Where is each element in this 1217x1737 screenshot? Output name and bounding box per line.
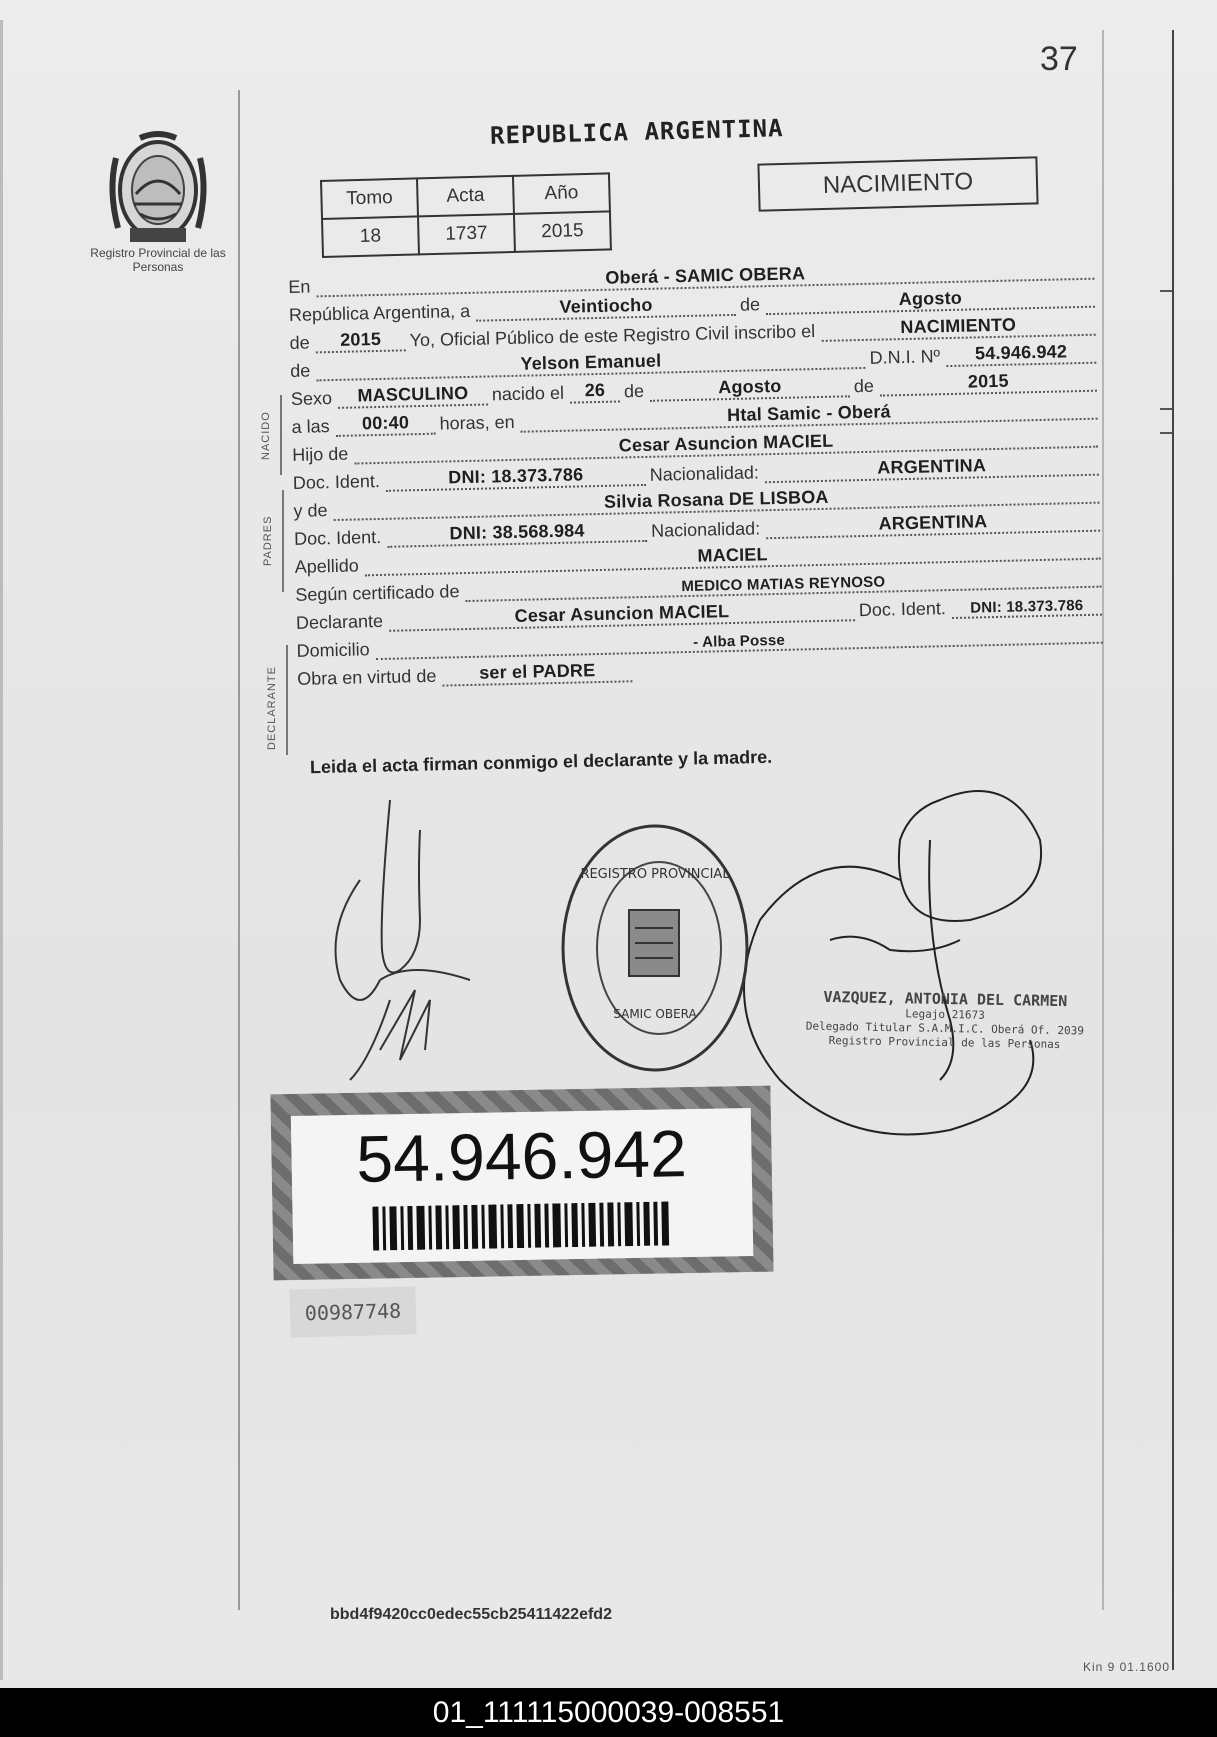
nac-label: Nacionalidad: <box>649 462 760 485</box>
time-value: 00:40 <box>361 412 410 434</box>
father-nat: ARGENTINA <box>877 455 987 478</box>
domicilio-value: - Alba Posse <box>692 631 786 651</box>
month-value: Agosto <box>898 287 963 310</box>
mother-doc: DNI: 38.568.984 <box>449 520 585 544</box>
certificate-form <box>288 252 1107 690</box>
father-value: Cesar Asuncion MACIEL <box>618 430 834 456</box>
table-row <box>322 211 611 257</box>
a-las-label: a las <box>291 416 330 437</box>
year-value: 2015 <box>339 328 382 350</box>
barcode-icon <box>372 1201 673 1250</box>
sexo-label: Sexo <box>290 388 333 409</box>
side-label-padres: PADRES <box>262 515 274 566</box>
certificado-value: MEDICO MATIAS REYNOSO <box>681 573 886 596</box>
en-value: Oberá - SAMIC OBERA <box>605 263 806 288</box>
official-legajo: Legajo 21673 <box>905 1007 985 1022</box>
table-header: Tomo <box>321 178 418 218</box>
birth-year: 2015 <box>967 370 1009 392</box>
sexo-value: MASCULINO <box>357 382 469 406</box>
father-doc: DNI: 18.373.786 <box>448 464 584 488</box>
registry-stamp-icon <box>555 818 755 1078</box>
horas-label: horas, en <box>439 411 515 434</box>
dni-value: 54.946.942 <box>974 341 1068 364</box>
inscribo-value: NACIMIENTO <box>900 314 1017 338</box>
place-value: Htal Samic - Oberá <box>726 401 891 426</box>
page-edge-left <box>0 20 3 1680</box>
document-title: REPUBLICA ARGENTINA <box>489 114 784 150</box>
obra-label: Obra en virtud de <box>297 665 437 689</box>
scan-footer <box>0 1688 1217 1737</box>
certificate-type-box: NACIMIENTO <box>757 156 1038 211</box>
dni-sticker-number: 54.946.942 <box>355 1116 688 1196</box>
padres-section-bar <box>282 490 284 592</box>
official-registro: Registro Provincial de las Personas <box>828 1033 1061 1052</box>
doc-label: Doc. Ident. <box>292 470 381 493</box>
seal-caption: Registro Provincial de las Personas <box>90 246 226 274</box>
mother-value: Silvia Rosana DE LISBOA <box>603 486 829 512</box>
nac-label: Nacionalidad: <box>650 518 761 541</box>
birth-month: Agosto <box>718 375 782 398</box>
table-cell: 2015 <box>514 211 611 251</box>
de-label: de <box>739 294 761 315</box>
table-cell: 1737 <box>418 214 515 254</box>
apellido-value: MACIEL <box>697 544 768 566</box>
svg-text:SAMIC OBERA: SAMIC OBERA <box>613 1007 697 1021</box>
y-de-label: y de <box>293 500 328 521</box>
obra-value: ser el PADRE <box>478 660 596 683</box>
declarante-section-bar <box>286 645 288 755</box>
svg-text:REGISTRO PROVINCIAL: REGISTRO PROVINCIAL <box>580 867 730 882</box>
domicilio-label: Domicilio <box>296 639 370 661</box>
name-label: de <box>290 360 311 381</box>
side-label-declarante: DECLARANTE <box>266 666 278 750</box>
document-hash: bbd4f9420cc0edec55cb25411422efd2 <box>330 1606 612 1623</box>
year-label: de <box>289 332 310 353</box>
dni-sticker <box>270 1086 773 1281</box>
birth-de-label: de <box>623 380 645 402</box>
republica-label: República Argentina, a <box>288 300 471 325</box>
mother-nat: ARGENTINA <box>878 511 988 534</box>
name-value: Yelson Emanuel <box>520 350 662 374</box>
nacido-section-bar <box>280 395 282 475</box>
side-label-nacido: NACIDO <box>260 411 272 460</box>
day-value: Veintiocho <box>559 294 653 317</box>
birth-day: 26 <box>584 379 606 401</box>
official-block <box>799 987 1090 1052</box>
declarant-signature-icon <box>320 790 490 1090</box>
table-cell: 18 <box>322 216 419 256</box>
official-cargo: Delegado Titular S.A.M.I.C. Oberá Of. 2039 <box>805 1019 1085 1038</box>
table-header: Año <box>513 173 610 213</box>
bottom-annotation: Kin 9 01.1600 <box>1082 1660 1170 1674</box>
dni-label: D.N.I. Nº <box>869 346 941 368</box>
declarante-doc: DNI: 18.373.786 <box>970 597 1084 617</box>
reading-statement: Leida el acta firman conmigo el declarante y la madre. <box>309 746 773 778</box>
declarante-value: Cesar Asuncion MACIEL <box>514 601 730 626</box>
page-edge-right <box>1172 30 1174 1670</box>
declarante-doc-label: Doc. Ident. <box>858 598 947 621</box>
margin-line <box>238 90 240 1610</box>
scan-id: 01_111115000039-008551 <box>432 1696 785 1729</box>
hijo-label: Hijo de <box>291 443 349 465</box>
official-text: Yo, Oficial Público de este Registro Civil inscribo el <box>409 321 816 351</box>
nacido-label: nacido el <box>491 382 565 405</box>
doc-label: Doc. Ident. <box>293 526 382 549</box>
registry-table <box>320 172 612 258</box>
serial-number: 00987748 <box>289 1286 416 1337</box>
page-number: 37 <box>1040 40 1078 78</box>
en-label: En <box>288 276 311 297</box>
apellido-label: Apellido <box>294 555 359 577</box>
official-signature-icon <box>740 780 1090 1160</box>
official-name: VAZQUEZ, ANTONIA DEL CARMEN <box>823 987 1068 1011</box>
table-header: Acta <box>417 176 514 216</box>
segun-label: Según certificado de <box>295 581 460 605</box>
birth-de2-label: de <box>853 375 875 397</box>
declarante-label: Declarante <box>295 610 384 633</box>
